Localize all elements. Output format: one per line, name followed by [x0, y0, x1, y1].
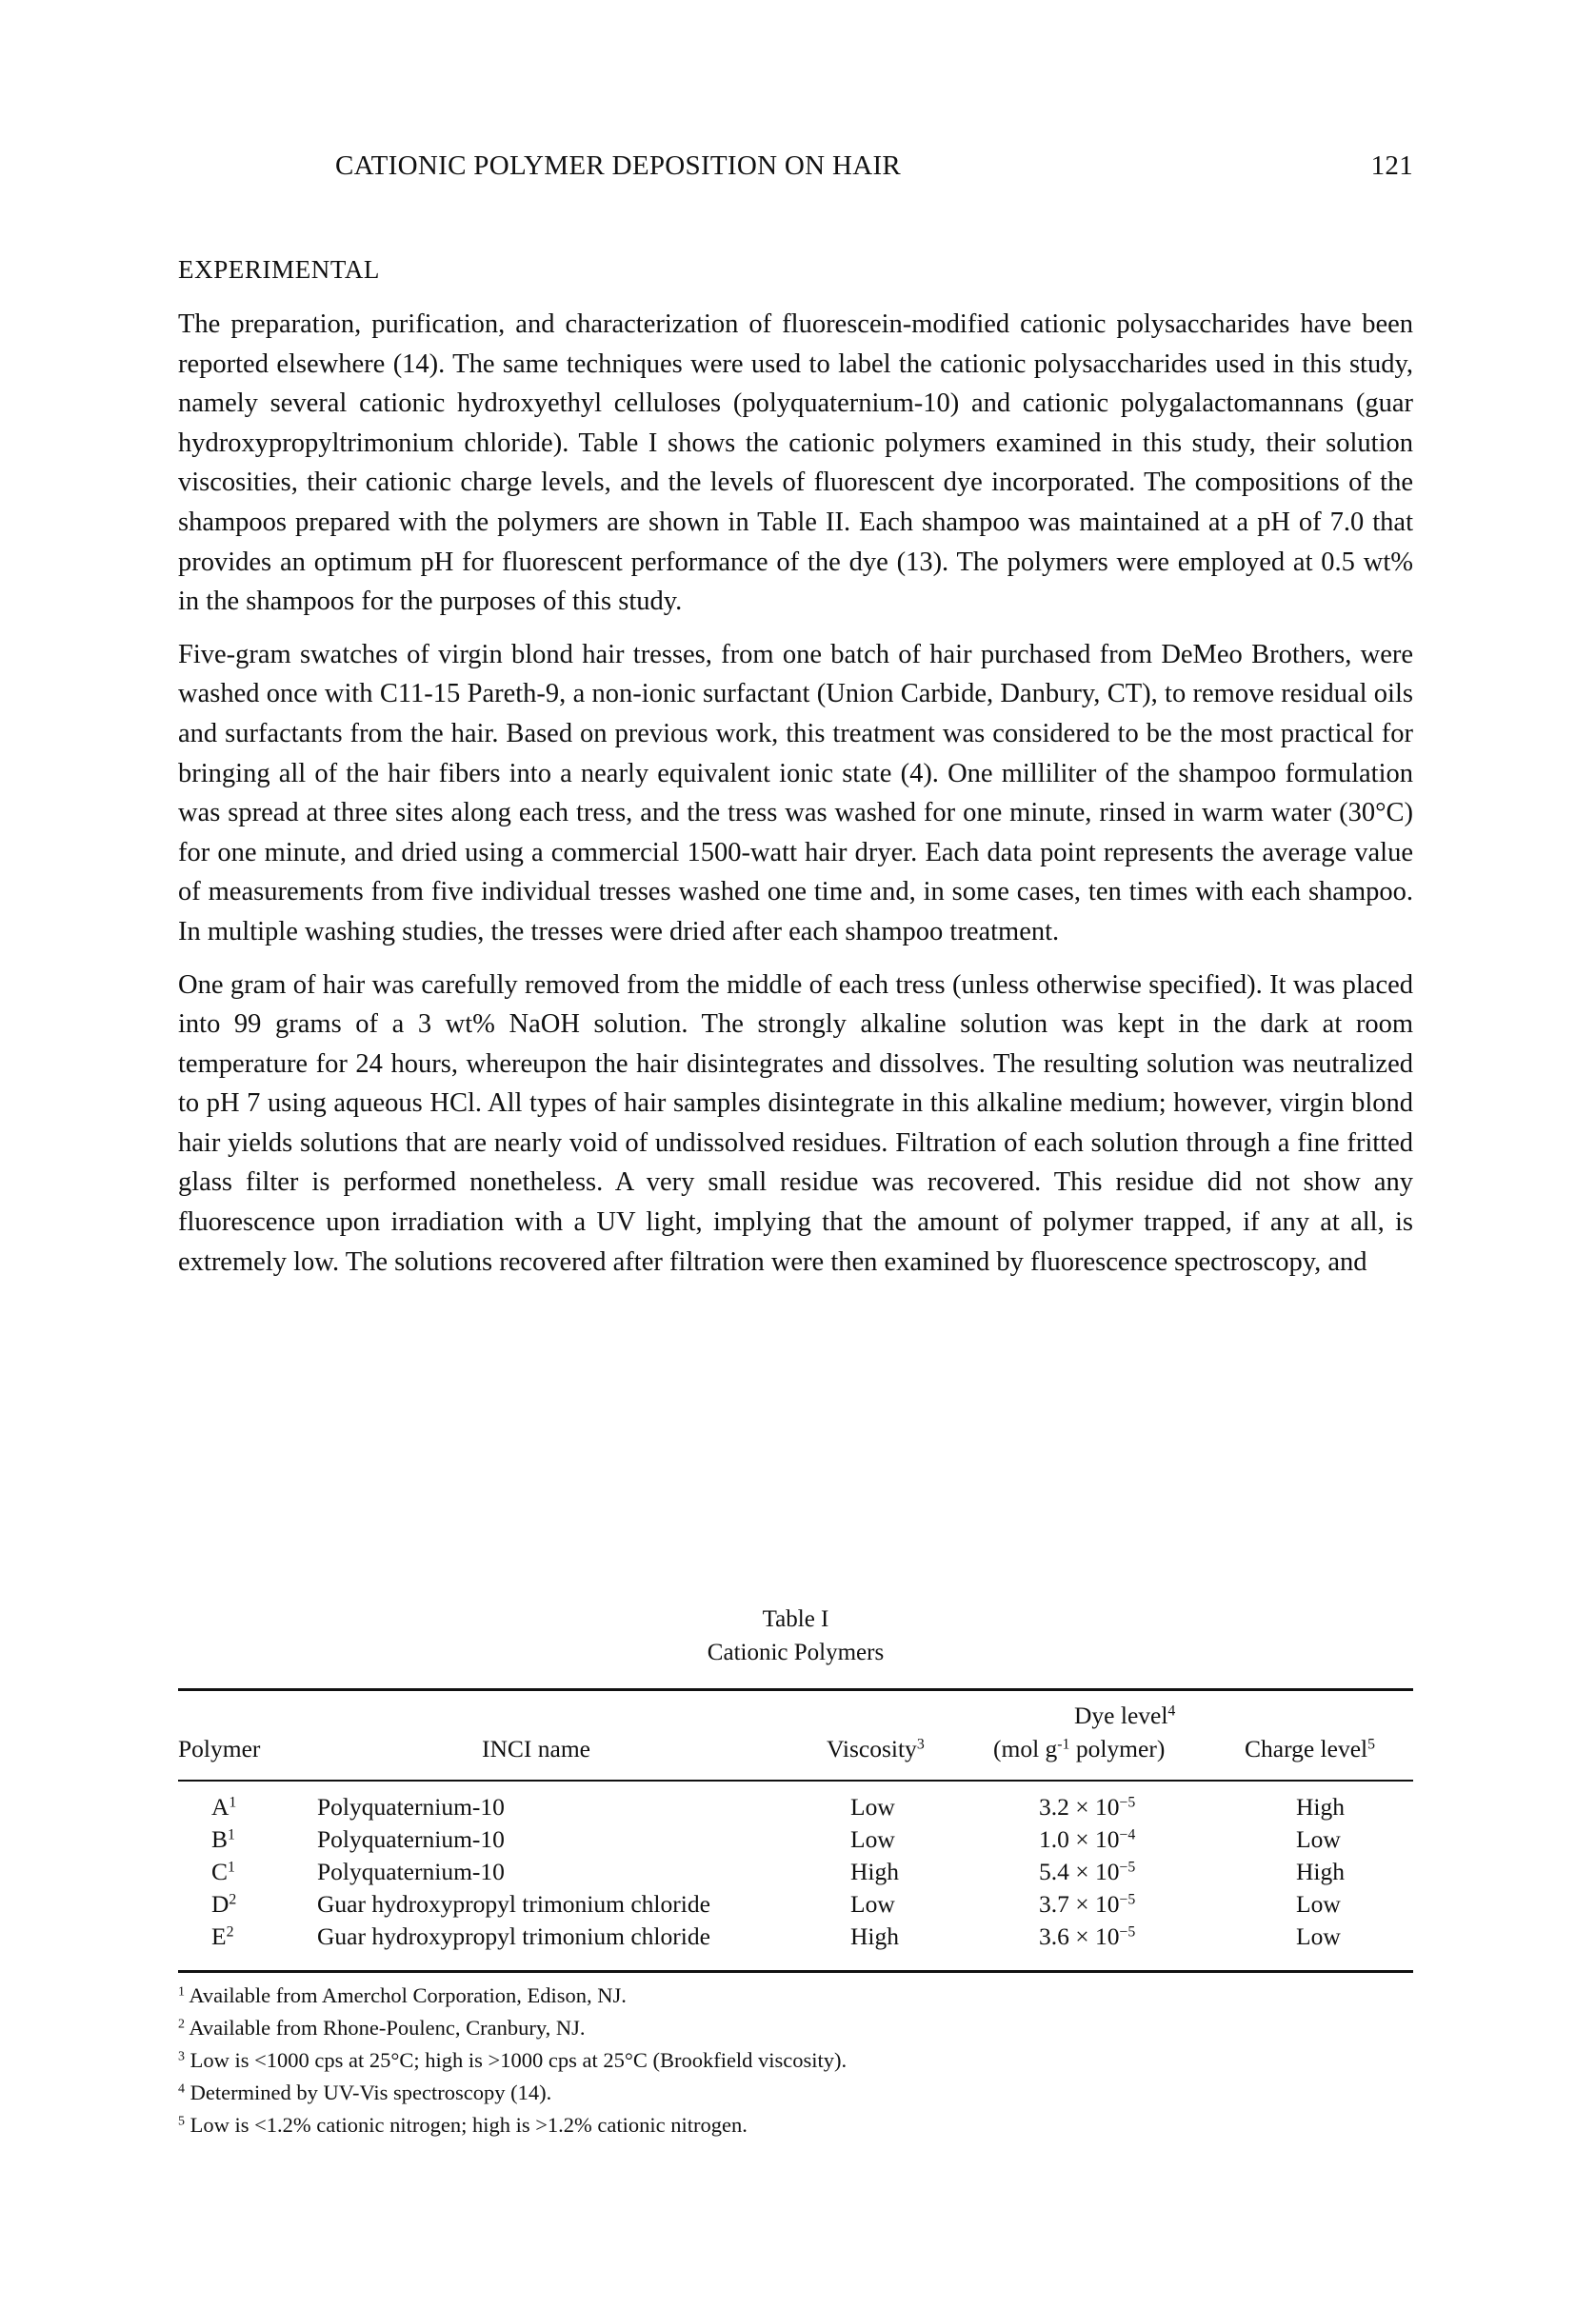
footnote-mark: 5 — [178, 2114, 185, 2129]
dye-mantissa: 5.4 × 10 — [1039, 1858, 1120, 1885]
footnote-mark: 3 — [178, 2049, 185, 2064]
charge-value: High — [1296, 1793, 1345, 1821]
table-caption — [178, 1603, 1413, 1669]
inci-name: Guar hydroxypropyl trimonium chloride — [317, 1890, 710, 1918]
cell-viscosity — [850, 1793, 895, 1822]
polymer-id: C — [211, 1858, 229, 1885]
header-polymer: Polymer — [178, 1735, 261, 1762]
dye-mantissa: 3.2 × 10 — [1039, 1793, 1120, 1821]
cell-viscosity — [850, 1825, 895, 1854]
table-label: Table I — [762, 1606, 829, 1632]
inci-name: Polyquaternium-10 — [317, 1825, 505, 1853]
footnote-mark: 1 — [178, 1984, 185, 2000]
dye-units-post: polymer) — [1069, 1735, 1166, 1762]
footnote — [178, 1980, 1413, 2012]
footnote-mark: 2 — [178, 2017, 185, 2032]
cell-dye-level — [1039, 1825, 1135, 1854]
polymer-id: D — [211, 1890, 229, 1918]
cell-polymer — [211, 1793, 236, 1822]
cell-inci-name — [317, 1825, 505, 1854]
dye-mantissa: 1.0 × 10 — [1039, 1825, 1120, 1853]
footnote-text: Low is <1000 cps at 25°C; high is >1000 cps at 25°C (Brookfield viscosity). — [184, 2048, 848, 2072]
footnote-text: Determined by UV-Vis spectroscopy (14). — [184, 2081, 552, 2104]
charge-value: Low — [1296, 1890, 1341, 1918]
footnote — [178, 2077, 1413, 2109]
viscosity-value: Low — [850, 1825, 895, 1853]
cell-polymer — [211, 1890, 236, 1919]
cell-charge-level — [1296, 1890, 1341, 1919]
running-title: CATIONIC POLYMER DEPOSITION ON HAIR — [335, 150, 902, 181]
footnote-mark: 4 — [178, 2081, 185, 2097]
table-top-rule — [178, 1688, 1413, 1691]
dye-exponent: −5 — [1119, 1923, 1136, 1941]
header-charge-label: Charge level — [1245, 1735, 1368, 1762]
viscosity-value: High — [850, 1858, 899, 1885]
dye-exponent: −5 — [1119, 1794, 1136, 1811]
cell-inci-name — [317, 1858, 505, 1886]
footnote-ref: 1 — [229, 1794, 237, 1811]
footnote-ref: 2 — [226, 1923, 234, 1941]
header-charge-level — [1245, 1735, 1375, 1763]
paragraph: The preparation, purification, and characterization of fluorescein-modified cationic polysaccharides have been reported elsewhere (14). The same techniques were used to label the cationic polysaccharides used in this study, namely several cationic hydroxyethyl celluloses (polyquaternium-10) and cationic polygalactomannans (guar hydroxypropyltrimonium chloride). Table I shows the cationic polymers examined in this study, their solution viscosities, their cationic charge levels, and the levels of fluorescent dye incorporated. The compositions of the shampoos prepared with the polymers are shown in Table II. Each shampoo was maintained at a pH of 7.0 that provides an optimum pH for fluorescent performance of the dye (13). The polymers were employed at 0.5 wt% in the shampoos for the purposes of this study. — [178, 309, 1413, 617]
dye-exponent: −5 — [1119, 1859, 1136, 1876]
footnote-ref: 5 — [1367, 1736, 1376, 1753]
footnote — [178, 2044, 1413, 2077]
cell-charge-level — [1296, 1793, 1345, 1822]
dye-mantissa: 3.6 × 10 — [1039, 1922, 1120, 1950]
inci-name: Polyquaternium-10 — [317, 1858, 505, 1885]
inci-name: Polyquaternium-10 — [317, 1793, 505, 1821]
cell-charge-level — [1296, 1825, 1341, 1854]
dye-exponent: −4 — [1119, 1826, 1136, 1843]
viscosity-value: High — [850, 1922, 899, 1950]
cell-viscosity — [850, 1858, 899, 1886]
cell-dye-level — [1039, 1890, 1135, 1919]
section-heading: EXPERIMENTAL — [178, 255, 381, 284]
charge-value: Low — [1296, 1922, 1341, 1950]
cell-polymer — [211, 1922, 233, 1951]
table-header-rule — [178, 1780, 1413, 1782]
header-inci-name: INCI name — [482, 1735, 591, 1762]
dye-units-exp: -1 — [1057, 1736, 1070, 1753]
header-dye-units — [993, 1735, 1165, 1763]
charge-value: High — [1296, 1858, 1345, 1885]
header-viscosity — [827, 1735, 925, 1763]
header-viscosity-label: Viscosity — [827, 1735, 917, 1762]
cell-dye-level — [1039, 1793, 1135, 1822]
dye-exponent: −5 — [1119, 1891, 1136, 1908]
footnote-text: Low is <1.2% cationic nitrogen; high is >1.2% cationic nitrogen. — [184, 2113, 748, 2137]
inci-name: Guar hydroxypropyl trimonium chloride — [317, 1922, 710, 1950]
cell-inci-name — [317, 1890, 710, 1919]
table-title: Cationic Polymers — [707, 1640, 885, 1665]
footnote-text: Available from Rhone-Poulenc, Cranbury, NJ. — [184, 2016, 586, 2040]
dye-units-pre: (mol g — [993, 1735, 1058, 1762]
polymer-id: E — [211, 1922, 227, 1950]
viscosity-value: Low — [850, 1890, 895, 1918]
footnote-ref: 4 — [1167, 1703, 1176, 1720]
polymer-id: B — [211, 1825, 229, 1853]
footnote-ref: 2 — [229, 1891, 237, 1908]
running-head — [178, 150, 1413, 189]
paragraph: Five-gram swatches of virgin blond hair tresses, from one batch of hair purchased from DeMeo Brothers, were washed once with C11-15 Pareth-9, a non-ionic surfactant (Union Carbide, Danbury, CT), to remove residual oils and surfactants from the hair. Based on previous work, this treatment was considered to be the most practical for bringing all of the hair fibers into a nearly equivalent ionic state (4). One milliliter of the shampoo formulation was spread at three sites along each tress, and the tress was washed for one minute, rinsed in warm water (30°C) for one minute, and dried using a commercial 1500-watt hair dryer. Each data point represents the average value of measurements from five individual tresses washed one time and, in some cases, ten times with each shampoo. In multiple washing studies, the tresses were dried after each shampoo treatment. — [178, 639, 1413, 946]
table-footnotes — [178, 1980, 1413, 2141]
footnote-text: Available from Amerchol Corporation, Edison, NJ. — [184, 1983, 627, 2007]
footnote — [178, 2012, 1413, 2044]
footnote-ref: 1 — [228, 1859, 235, 1876]
cell-charge-level — [1296, 1922, 1341, 1951]
viscosity-value: Low — [850, 1793, 895, 1821]
footnote-ref: 1 — [228, 1826, 235, 1843]
page-number: 121 — [1370, 150, 1413, 181]
footnote — [178, 2109, 1413, 2141]
cell-charge-level — [1296, 1858, 1345, 1886]
header-dye-label: Dye level — [1074, 1702, 1168, 1729]
footnote-ref: 3 — [916, 1736, 925, 1753]
dye-mantissa: 3.7 × 10 — [1039, 1890, 1120, 1918]
charge-value: Low — [1296, 1825, 1341, 1853]
header-dye-level — [1074, 1702, 1175, 1730]
cell-inci-name — [317, 1793, 505, 1822]
cell-inci-name — [317, 1922, 710, 1951]
cell-polymer — [211, 1858, 235, 1886]
body-text — [178, 305, 1413, 1295]
cell-viscosity — [850, 1922, 899, 1951]
paragraph: One gram of hair was carefully removed from the middle of each tress (unless otherwise specified). It was placed into 99 grams of a 3 wt% NaOH solution. The strongly alkaline solution was kept in the dark at room temperature for 24 hours, whereupon the hair disintegrates and dissolves. The resulting solution was neutralized to pH 7 using aqueous HCl. All types of hair samples disintegrate in this alkaline medium; however, virgin blond hair yields solutions that are nearly void of undissolved residues. Filtration of each solution through a fine fritted glass filter is performed nonetheless. A very small residue was recovered. This residue did not show any fluorescence upon irradiation with a UV light, implying that the amount of polymer trapped, if any at all, is extremely low. The solutions recovered after filtration were then examined by fluorescence spectroscopy, and — [178, 969, 1413, 1277]
cell-polymer — [211, 1825, 235, 1854]
table-bottom-rule — [178, 1970, 1413, 1973]
cell-dye-level — [1039, 1858, 1135, 1886]
polymer-id: A — [211, 1793, 229, 1821]
cell-dye-level — [1039, 1922, 1135, 1951]
cell-viscosity — [850, 1890, 895, 1919]
